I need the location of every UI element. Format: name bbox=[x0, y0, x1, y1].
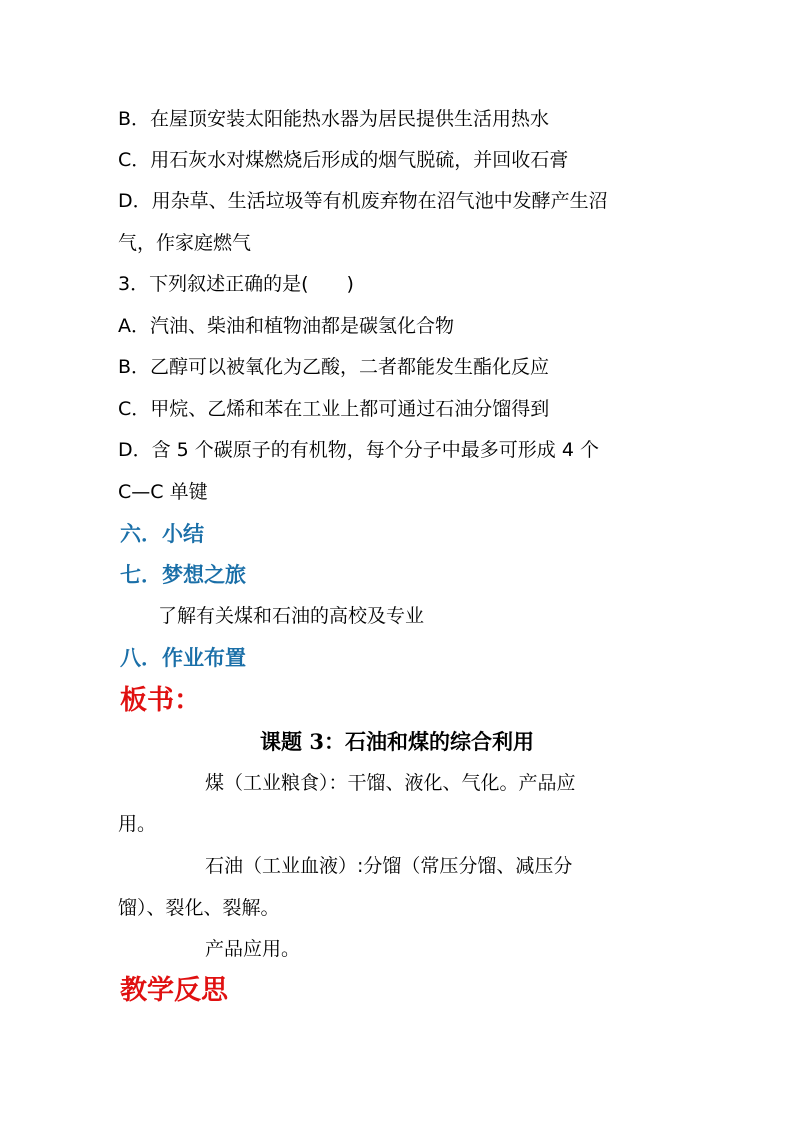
q3-stem: 3．下列叙述正确的是( ) bbox=[118, 273, 354, 295]
q3-option-c: C．甲烷、乙烯和苯在工业上都可通过石油分馏得到 bbox=[118, 398, 550, 420]
board-oil-line3: 产品应用。 bbox=[205, 938, 301, 960]
q3-option-d-line2: C—C 单键 bbox=[118, 481, 208, 503]
q3-option-a: A．汽油、柴油和植物油都是碳氢化合物 bbox=[118, 315, 454, 337]
section-summary-heading: 六．小结 bbox=[120, 522, 204, 546]
q2-option-c: C．用石灰水对煤燃烧后形成的烟气脱硫，并回收石膏 bbox=[118, 149, 569, 171]
board-coal-line1: 煤（工业粮食）：干馏、液化、气化。产品应 bbox=[205, 772, 576, 794]
board-oil-line2: 馏）、裂化、裂解。 bbox=[118, 897, 280, 919]
board-coal-line2: 用。 bbox=[118, 813, 157, 835]
q2-option-d-line1: D．用杂草、生活垃圾等有机废弃物在沼气池中发酵产生沼 bbox=[118, 190, 608, 212]
dream-text: 了解有关煤和石油的高校及专业 bbox=[158, 605, 425, 627]
q3-option-b: B．乙醇可以被氧化为乙酸，二者都能发生酯化反应 bbox=[118, 356, 550, 378]
section-dream-heading: 七．梦想之旅 bbox=[120, 563, 246, 587]
section-homework-heading: 八．作业布置 bbox=[120, 646, 246, 670]
reflection-heading: 教学反思 bbox=[120, 975, 228, 1006]
board-oil-line1: 石油（工业血液）:分馏（常压分馏、减压分 bbox=[205, 855, 573, 877]
board-heading: 板书： bbox=[120, 685, 201, 716]
q2-option-d-line2: 气，作家庭燃气 bbox=[118, 232, 252, 254]
board-title: 课题 3：石油和煤的综合利用 bbox=[260, 729, 534, 754]
q2-option-b: B．在屋顶安装太阳能热水器为居民提供生活用热水 bbox=[118, 108, 550, 130]
q3-option-d-line1: D．含 5 个碳原子的有机物，每个分子中最多可形成 4 个 bbox=[118, 439, 599, 461]
